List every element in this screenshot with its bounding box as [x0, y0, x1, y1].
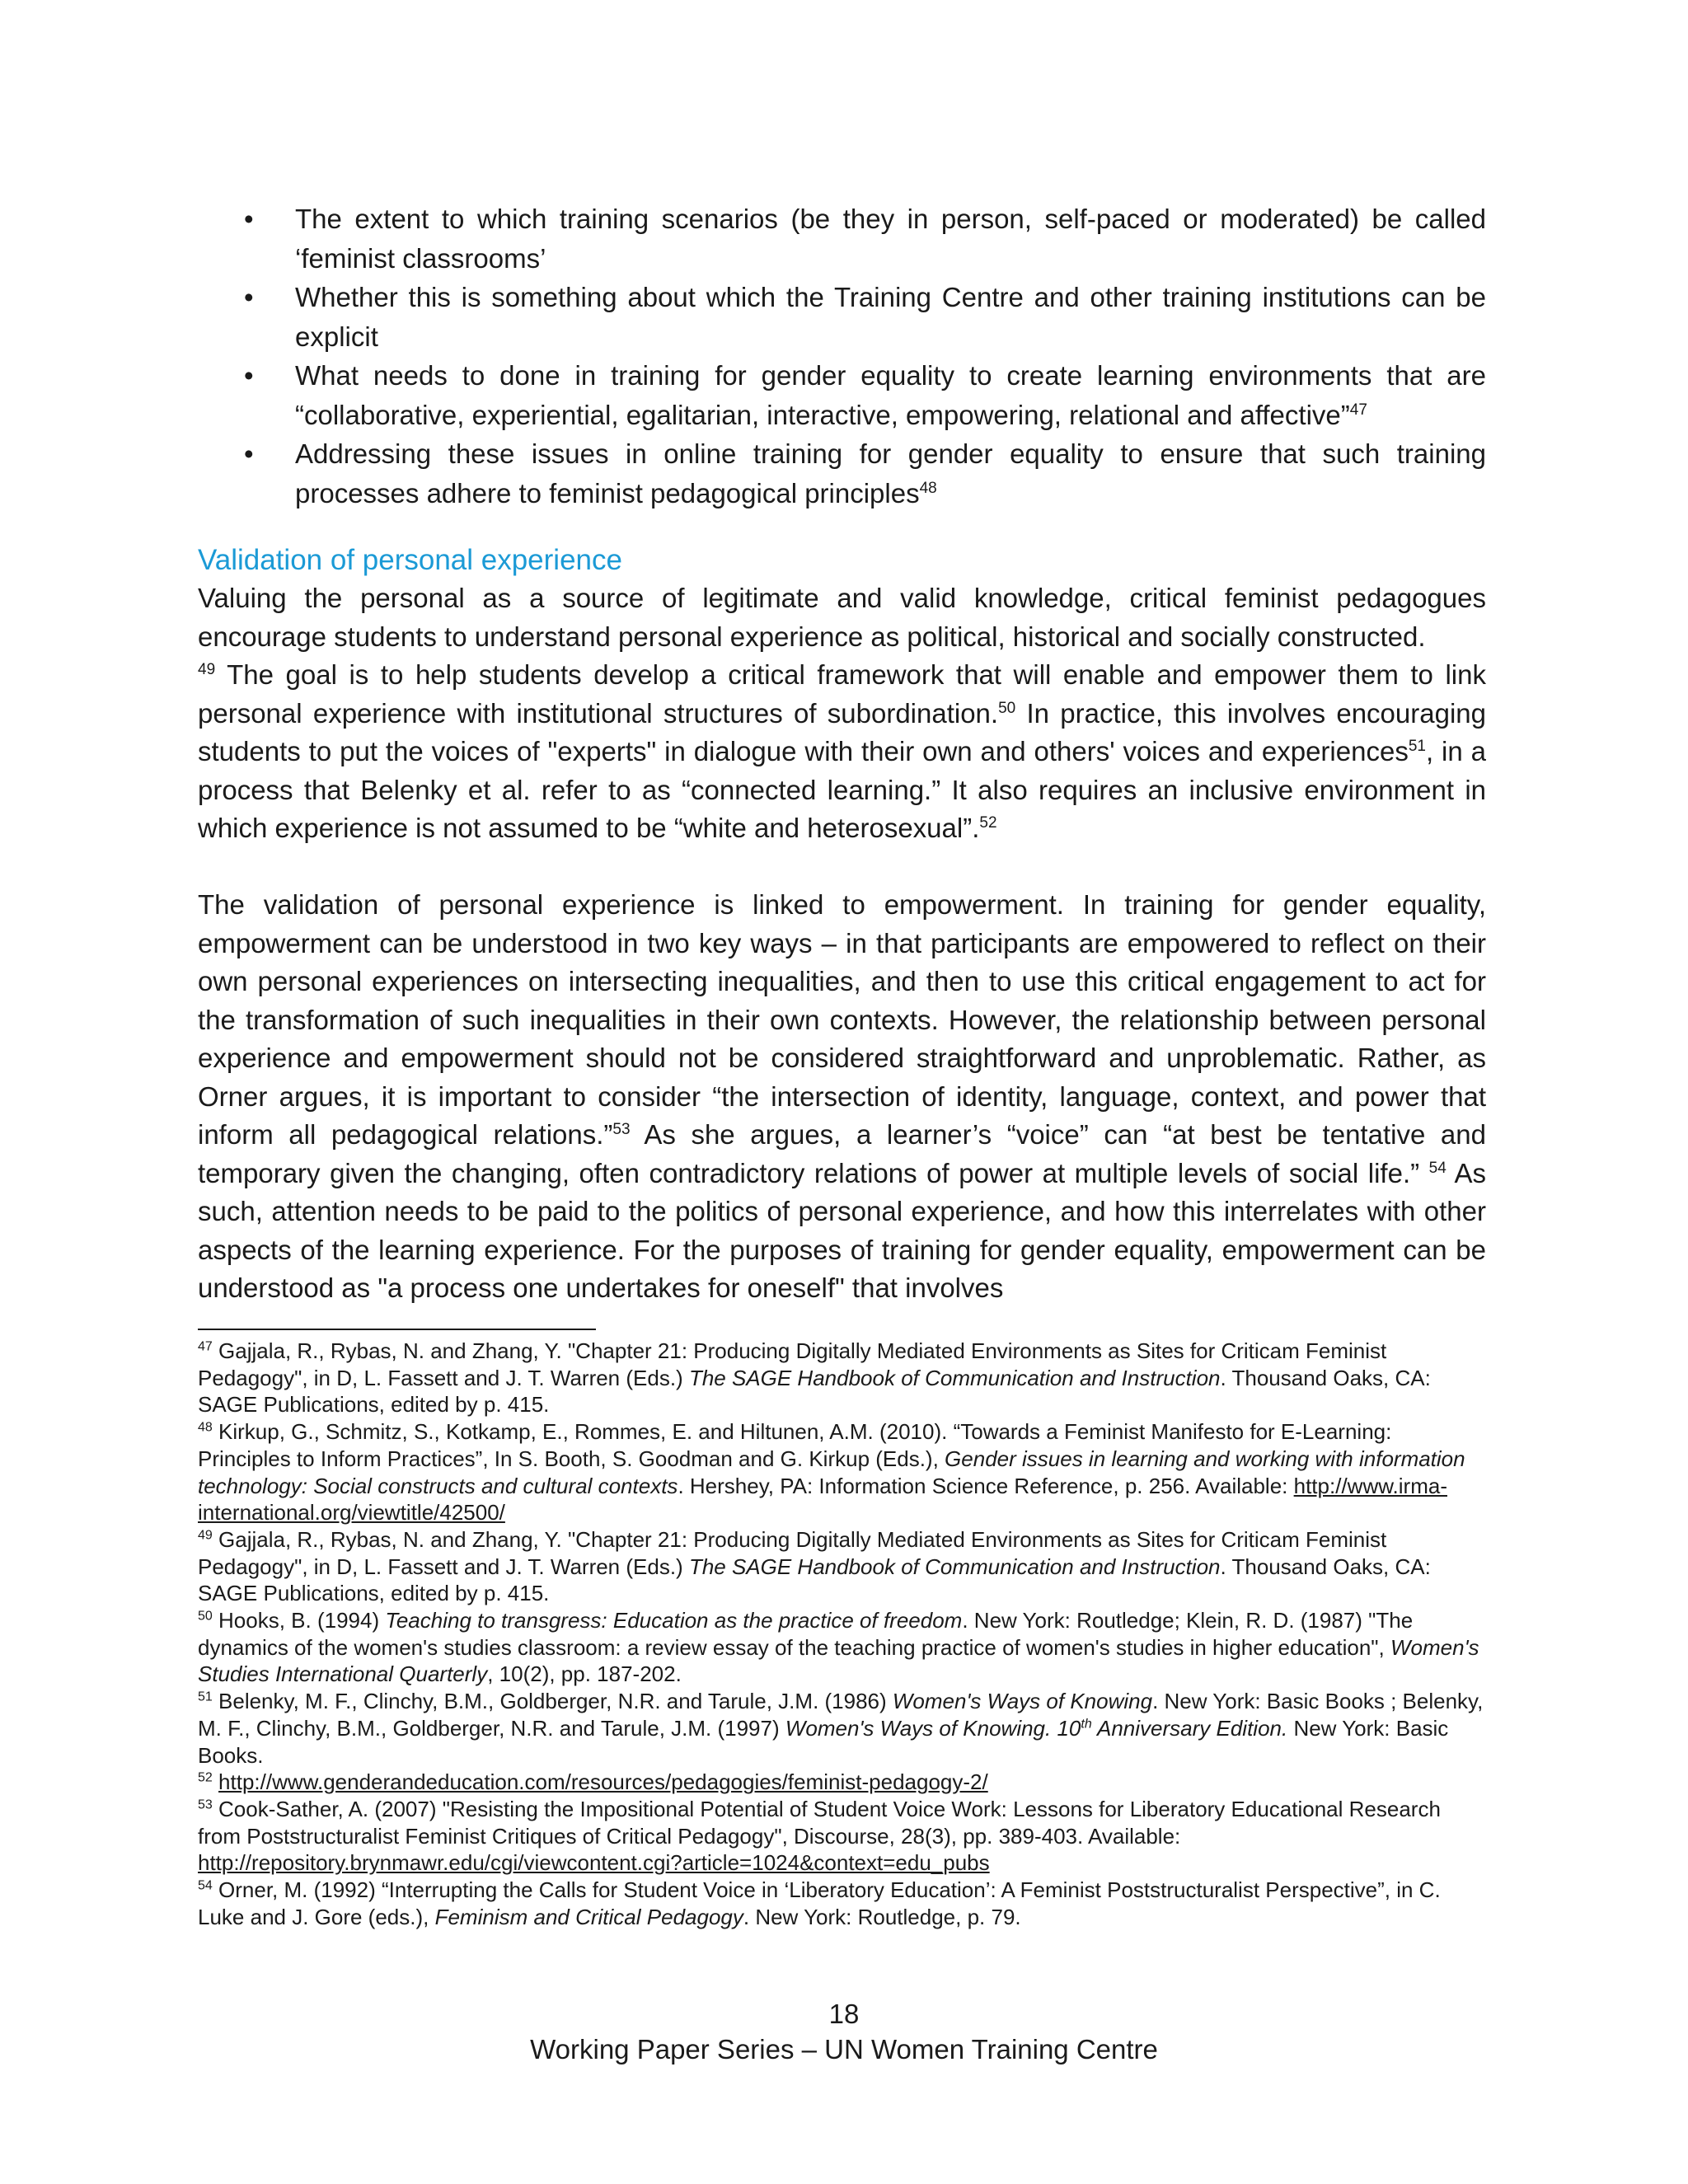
bullet-icon: •: [244, 438, 254, 469]
ordinal-suffix: th: [1081, 1717, 1092, 1732]
footnote-text: Orner, M. (1992) “Interrupting the Calls for Student Voice in ‘Liberatory Education’: A Feminist Poststructuralist Perspective”, in C. Luke and J. Gore (eds.),: [198, 1877, 1441, 1929]
footnote-50: [198, 1607, 1486, 1688]
bullet-list: [198, 199, 1486, 513]
footnote-text: Belenky, M. F., Clinchy, B.M., Goldberger, N.R. and Tarule, J.M. (1986): [212, 1689, 893, 1714]
footnote-48: [198, 1418, 1486, 1526]
footnote-ref[interactable]: 47: [1349, 401, 1367, 419]
footnote-text: . Thousand Oaks, CA: SAGE Publications, edited by p. 415.: [198, 1365, 1431, 1418]
bullet-text: What needs to done in training for gender equality to create learning environments that are “collaborative, experiential, egalitarian, interactive, empowering, relational and affective”: [295, 360, 1486, 430]
footnote-text: New York: Basic Books.: [198, 1715, 1449, 1768]
footnote-italic: Teaching to transgress: Education as the practice of freedom: [385, 1608, 963, 1633]
section-heading: Validation of personal experience: [198, 544, 622, 576]
footnote-link[interactable]: http://www.irma-international.org/viewtitle/42500/: [198, 1473, 1447, 1526]
bullet-item: [198, 199, 1486, 278]
footnote-53: [198, 1796, 1486, 1877]
bullet-icon: •: [244, 204, 254, 234]
bullet-item: [198, 356, 1486, 434]
footnote-text: Cook-Sather, A. (2007) "Resisting the Impositional Potential of Student Voice Work: Lessons for Liberatory Educational Research from Poststructuralist Feminist Critiques of Critical Pedagogy", Discourse, 28(3), pp. 389-403. Available:: [198, 1796, 1441, 1849]
footnote-number: 48: [198, 1420, 213, 1435]
footnote-ref[interactable]: 50: [998, 699, 1016, 717]
footnote-number: 54: [198, 1878, 213, 1893]
footnote-number: 53: [198, 1797, 213, 1812]
bullet-text: The extent to which training scenarios (be they in person, self-paced or moderated) be called ‘feminist classrooms’: [295, 204, 1486, 274]
footnote-italic: Feminism and Critical Pedagogy: [434, 1904, 743, 1929]
footnote-text: . Thousand Oaks, CA: SAGE Publications, edited by p. 415.: [198, 1554, 1431, 1606]
footnote-italic: The SAGE Handbook of Communication and Instruction: [688, 1554, 1221, 1579]
paragraph-validation: [198, 579, 1486, 848]
page-footer: [0, 1996, 1688, 2067]
footnote-text: . New York: Routledge, p. 79.: [743, 1904, 1021, 1929]
footnote-text: . New York: Routledge; Klein, R. D. (1987) "The dynamics of the women's studies classroom: a review essay of the teaching practice of women's studies in higher education",: [198, 1608, 1414, 1660]
footnote-italic: Women's Ways of Knowing: [892, 1689, 1153, 1714]
footnote-italic: Gender issues in learning and working with information technology: Social constructs and cultural contexts: [198, 1446, 1465, 1498]
footnote-ref[interactable]: 51: [1408, 738, 1426, 755]
bullet-item: [198, 434, 1486, 513]
footnote-ref[interactable]: 54: [1428, 1159, 1447, 1177]
footnote-ref[interactable]: 49: [198, 661, 216, 678]
footnote-number: 51: [198, 1690, 213, 1704]
footnote-ref[interactable]: 52: [979, 814, 997, 832]
page-number: 18: [828, 1999, 860, 2029]
bullet-text: Addressing these issues in online training for gender equality to ensure that such training processes adhere to feminist pedagogical principles: [295, 438, 1486, 509]
bullet-icon: •: [244, 360, 254, 391]
paragraph-empowerment: [198, 886, 1486, 1308]
footnote-italic: Women's Studies International Quarterly: [198, 1634, 1479, 1687]
footnote-number: 49: [198, 1528, 213, 1543]
footnote-italic: Anniversary Edition.: [1091, 1715, 1288, 1741]
footnote-text: Hooks, B. (1994): [212, 1608, 386, 1633]
footnote-text: Gajjala, R., Rybas, N. and Zhang, Y. "Chapter 21: Producing Digitally Mediated Environments as Sites for Criticam Feminist Pedagogy", in D, L. Fassett and J. T. Warren (Eds.): [198, 1526, 1387, 1579]
paragraph-text: , in a process that Belenky et al. refer to as “connected learning.” It also requires an inclusive environment in which experience is not assumed to be “white and heterosexual”.: [198, 736, 1486, 843]
series-title: Working Paper Series – UN Women Training Centre: [530, 2034, 1158, 2064]
footnote-text: Kirkup, G., Schmitz, S., Kotkamp, E., Rommes, E. and Hiltunen, A.M. (2010). “Towards a Feminist Manifesto for E-Learning: Principles to Inform Practices”, In S. Booth, S. Goodman and G. Kirkup (Eds.),: [198, 1419, 1392, 1471]
bullet-text: Whether this is something about which the Training Centre and other training institutions can be explicit: [295, 282, 1486, 352]
footnote-number: 52: [198, 1770, 213, 1785]
footnote-italic: Women's Ways of Knowing. 10: [785, 1715, 1081, 1741]
paragraph-text: In practice, this involves encouraging students to put the voices of "experts" in dialogue with their own and others' voices and experiences: [198, 697, 1486, 766]
bullet-icon: •: [244, 282, 254, 312]
footnote-ref[interactable]: 53: [612, 1121, 631, 1138]
footnote-link[interactable]: http://www.genderandeducation.com/resources/pedagogies/feminist-pedagogy-2/: [218, 1769, 988, 1795]
footnotes: [198, 1338, 1486, 1930]
footnote-text: , 10(2), pp. 187-202.: [487, 1661, 682, 1687]
footnote-italic: The SAGE Handbook of Communication and Instruction: [688, 1365, 1221, 1390]
paragraph-text: The goal is to help students develop a critical framework that will enable and empower them to link personal experience with institutional structures of subordination.: [198, 659, 1486, 729]
paragraph-text: The validation of personal experience is linked to empowerment. In training for gender equality, empowerment can be understood in two key ways – in that participants are empowered to reflect on their own personal experiences on intersecting inequalities, and then to use this critical engagement to act for the transformation of such inequalities in their own contexts. However, the relationship between personal experience and empowerment should not be considered straightforward and unproblematic. Rather, as Orner argues, it is important to consider “the intersection of identity, language, context, and power that inform all pedagogical relations.”: [198, 889, 1486, 1150]
footnote-47: [198, 1338, 1486, 1418]
footnote-divider: [198, 1329, 596, 1330]
footnote-54: [198, 1877, 1486, 1930]
footnote-49: [198, 1526, 1486, 1607]
paragraph-text: As she argues, a learner’s “voice” can “at best be tentative and temporary given the changing, often contradictory relations of power at multiple levels of social life.”: [198, 1119, 1486, 1188]
bullet-item: [198, 278, 1486, 356]
footnote-ref[interactable]: 48: [919, 479, 937, 497]
paragraph-text: As such, attention needs to be paid to the politics of personal experience, and how this interrelates with other aspects of the learning experience. For the purposes of training for gender equality, empowerment can be understood as "a process one undertakes for oneself" that involves: [198, 1157, 1486, 1303]
footnote-link[interactable]: http://repository.brynmawr.edu/cgi/viewcontent.cgi?article=1024&context=edu_pubs: [198, 1850, 990, 1876]
footnote-52: [198, 1769, 1486, 1796]
paragraph-text: Valuing the personal as a source of legitimate and valid knowledge, critical feminist pedagogues encourage students to understand personal experience as political, historical and socially constructed.: [198, 583, 1486, 652]
footnote-number: 50: [198, 1609, 213, 1624]
footnote-text: Gajjala, R., Rybas, N. and Zhang, Y. "Chapter 21: Producing Digitally Mediated Environments as Sites for Criticam Feminist Pedagogy", in D, L. Fassett and J. T. Warren (Eds.): [198, 1338, 1387, 1390]
footnote-51: [198, 1688, 1486, 1769]
footnote-text: . Hershey, PA: Information Science Reference, p. 256. Available:: [678, 1473, 1294, 1498]
footnote-text: . New York: Basic Books ; Belenky, M. F., Clinchy, B.M., Goldberger, N.R. and Tarule, J.M. (1997): [198, 1689, 1484, 1741]
footnote-number: 47: [198, 1339, 213, 1354]
